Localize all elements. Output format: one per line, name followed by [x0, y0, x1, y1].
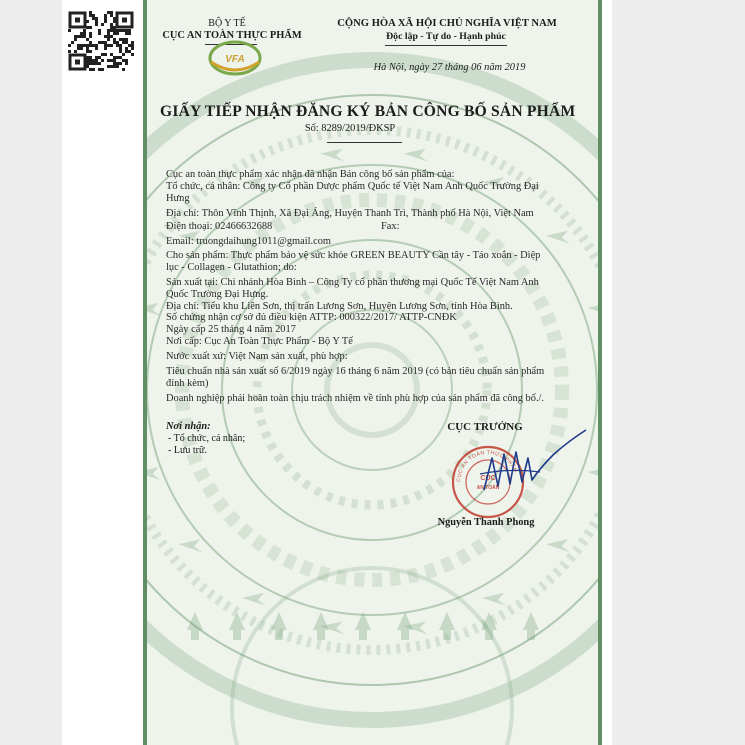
place-date: Hà Nội, ngày 27 tháng 06 năm 2019 [373, 62, 526, 73]
title-rule [327, 142, 402, 143]
body-line: Nước xuất xứ: Việt Nam sản xuất, phù hợp: [166, 351, 348, 362]
watermark-bird [482, 593, 506, 606]
body-line: Hưng [166, 193, 190, 204]
fax-label: Fax: [381, 221, 400, 232]
watermark-bird [404, 149, 428, 162]
country-name: CỘNG HÒA XÃ HỘI CHỦ NGHĨA VIỆT NAM [337, 18, 557, 29]
body-line: Tiêu chuẩn nhà sản xuất số 6/2019 ngày 16 tháng 6 năm 2019 (có bản tiêu chuẩn sản phẩm [166, 366, 545, 377]
watermark-bird [147, 303, 160, 316]
agency-name: CỤC AN TOÀN THỰC PHẨM [162, 30, 302, 41]
recipient-item: - Lưu trữ. [168, 445, 207, 456]
watermark-bird [242, 593, 266, 606]
document-number: Số: 8289/2019/ĐKSP [304, 123, 396, 134]
watermark-figure [187, 612, 203, 640]
body-line: Nơi cấp: Cục An Toàn Thực Phẩm - Bộ Y Tế [166, 336, 353, 347]
watermark-figure [439, 612, 455, 640]
body-line: Doanh nghiệp phải hoàn toàn chịu trách nhiệm về tính phù hợp của sản phẩm đã công bố./. [166, 393, 545, 404]
body-line: lục - Collagen - Glutathion; do: [166, 262, 297, 273]
body-line: Địa chỉ: Tiểu khu Liên Sơn, thị trấn Lương Sơn, Huyện Lương Sơn, tỉnh Hòa Bình. [166, 301, 513, 312]
qr-code [68, 11, 134, 71]
seal-text: CỤC AN TOÀN THỰC PHẨM [455, 449, 519, 483]
watermark-bird [588, 303, 598, 316]
national-motto: Độc lập - Tự do - Hạnh phúc [386, 31, 506, 42]
body-line: Ngày cấp 25 tháng 4 năm 2017 [166, 324, 296, 335]
svg-text:CỤC: CỤC [480, 475, 496, 482]
watermark-figure [271, 612, 287, 640]
svg-text:AN TOÀN: AN TOÀN [476, 485, 500, 491]
watermark-bird [178, 539, 202, 552]
header-rule-right [385, 45, 507, 46]
watermark-bird [147, 467, 160, 480]
logo-text: VFA [225, 54, 245, 65]
body-line: Cho sản phẩm: Thực phẩm bảo vệ sức khỏe GREEN BEAUTY Cần tây - Táo xoắn - Diệp [166, 250, 541, 261]
watermark-figure [397, 612, 413, 640]
body-line: Email: truongdaihung1011@gmail.com [166, 236, 332, 247]
handwritten-signature [470, 428, 590, 508]
signer-name: Nguyễn Thanh Phong [437, 517, 535, 528]
signer-role: CỤC TRƯỞNG [447, 421, 523, 433]
ministry-name: BỘ Y TẾ [208, 18, 246, 29]
body-line: Cục an toàn thực phẩm xác nhận đã nhận Bản công bố sản phẩm của: [166, 169, 455, 180]
watermark-bird [546, 231, 570, 244]
recipient-item: - Tổ chức, cá nhân; [168, 433, 246, 444]
recipients-label: Nơi nhận: [166, 421, 211, 432]
watermark-bird [320, 149, 344, 162]
body-line: Sản xuất tại: Chi nhánh Hòa Bình – Công Ty cổ phần thương mại Quốc Tế Việt Nam Anh [166, 277, 539, 288]
watermark-bird [546, 539, 570, 552]
watermark-figure [355, 612, 371, 640]
watermark-figure [313, 612, 329, 640]
vfa-logo [207, 38, 263, 78]
body-line: Quốc Trường Đại Hưng. [166, 289, 269, 300]
body-line: Tổ chức, cá nhân: Công ty Cổ phần Dược phẩm Quốc tế Việt Nam Anh Quốc Trường Đại [166, 181, 539, 192]
body-line: Điện thoại: 02466632688 [166, 221, 273, 232]
body-line: đính kèm) [166, 378, 209, 389]
document-title: GIẤY TIẾP NHẬN ĐĂNG KÝ BẢN CÔNG BỐ SẢN PHẨM [160, 103, 576, 120]
body-line: Địa chỉ: Thôn Vĩnh Thịnh, Xã Đại Áng, Huyện Thanh Trì, Thành phố Hà Nội, Việt Nam [166, 208, 534, 219]
body-line: Số chứng nhận cơ sở đủ điều kiện ATTP: 000322/2017/ ATTP-CNĐK [166, 312, 457, 323]
watermark-figure [481, 612, 497, 640]
